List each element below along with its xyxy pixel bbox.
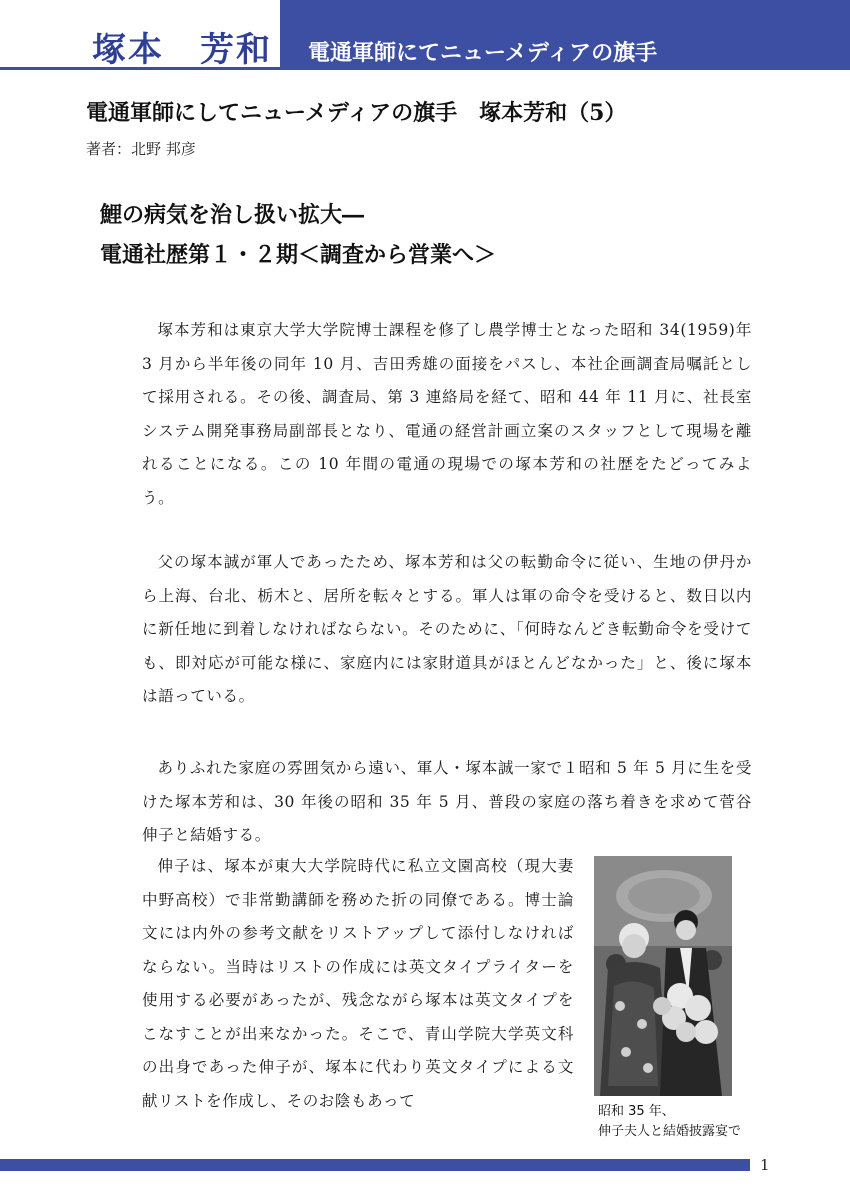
footer-bar xyxy=(0,1159,750,1171)
header-person-name: 塚本 芳和 xyxy=(92,30,272,70)
header-name-panel xyxy=(0,0,280,70)
body-paragraph-1: 塚本芳和は東京大学大学院博士課程を修了し農学博士となった昭和 34(1959)年 3 月から半年後の同年 10 月、吉田秀雄の面接をパスし、本社企画調査局嘱託として採用される。その後、調査局、第 3 連絡局を経て、昭和 44 年 11 月に、社長室システム開発事務局副部長となり、電通の経営計画立案のスタッフとして現場を離れることになる。この 10 年間の電通の現場での塚本芳和の社歴をたどってみよう。 xyxy=(142,321,752,507)
article-author: 著者：北野 邦彦 xyxy=(86,140,196,158)
chapter-heading-line-2: 電通社歴第１・２期＜調査から営業へ＞ xyxy=(100,242,497,268)
photo-caption-line-2: 伸子夫人と結婚披露宴で xyxy=(598,1124,742,1139)
article-title: 電通軍師にしてニューメディアの旗手 塚本芳和（5） xyxy=(86,100,627,126)
chapter-heading-line-1: 鯉の病気を治し扱い拡大― xyxy=(100,202,365,228)
body-paragraph-3: ありふれた家庭の雰囲気から遠い、軍人・塚本誠一家で１昭和 5 年 5 月に生を受けた塚本芳和は、30 年後の昭和 35 年 5 月、普段の家庭の落ち着きを求めて菅谷伸子と結婚する。 xyxy=(142,759,752,844)
page-number: 1 xyxy=(760,1156,770,1174)
body-paragraph-4: 伸子は、塚本が東大大学院時代に私立文園高校（現大妻中野高校）で非常勤講師を務めた折の同僚である。博士論文には内外の参考文献をリストアップして添付しなければならない。当時はリストの作成には英文タイプライターを使用する必要があったが、残念ながら塚本は英文タイプをこなすことが出来なかった。そこで、青山学院大学英文科の出身であった伸子が、塚本に代わり英文タイプによる文献リストを作成し、そのお陰もあって xyxy=(142,857,574,1110)
photo-caption-line-1: 昭和 35 年、 xyxy=(598,1104,675,1119)
wedding-photo-image xyxy=(594,856,732,1096)
photo-caption xyxy=(598,1102,741,1142)
header-subtitle: 電通軍師にてニューメディアの旗手 xyxy=(308,41,658,66)
header-subtitle-panel xyxy=(280,0,850,70)
wedding-photo xyxy=(594,856,732,1096)
body-paragraph-2: 父の塚本誠が軍人であったため、塚本芳和は父の転勤命令に従い、生地の伊丹から上海、台北、栃木と、居所を転々とする。軍人は軍の命令を受けると、数日以内に新任地に到着しなければならない。そのために、「何時なんどき転勤命令を受けても、即対応が可能な様に、家庭内には家財道具がほとんどなかった」と、後に塚本は語っている。 xyxy=(142,553,752,705)
